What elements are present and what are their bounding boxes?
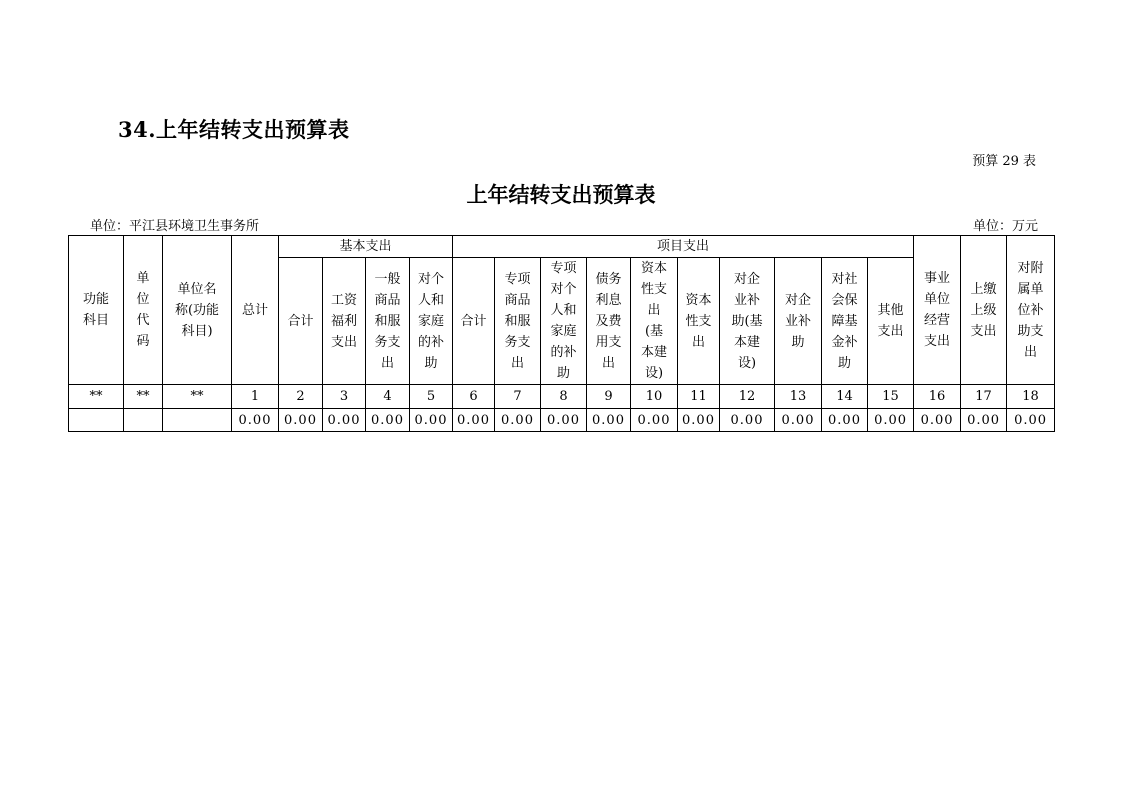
header-project-individual-subsidy: 专项 对个 人和 家庭 的补 助 bbox=[541, 258, 587, 385]
table-cell: 0.00 bbox=[631, 409, 678, 432]
table-cell: 0.00 bbox=[279, 409, 323, 432]
header-project-capital: 资本 性支 出 bbox=[678, 258, 720, 385]
table-cell: 12 bbox=[720, 385, 775, 409]
header-basic-wages: 工资 福利 支出 bbox=[323, 258, 366, 385]
column-number-row bbox=[69, 385, 1055, 409]
table-cell: 11 bbox=[678, 385, 720, 409]
header-basic-total: 合计 bbox=[279, 258, 323, 385]
table-cell: 0.00 bbox=[410, 409, 453, 432]
section-title: 34.上年结转支出预算表 bbox=[118, 117, 350, 142]
table-cell: 9 bbox=[587, 385, 631, 409]
table-cell: 3 bbox=[323, 385, 366, 409]
table-cell: 0.00 bbox=[587, 409, 631, 432]
table-cell: 0.00 bbox=[323, 409, 366, 432]
table-cell: ** bbox=[163, 385, 232, 409]
table-cell: 1 bbox=[232, 385, 279, 409]
table-cell: 0.00 bbox=[720, 409, 775, 432]
table-cell: 6 bbox=[453, 385, 495, 409]
table-cell: ** bbox=[124, 385, 163, 409]
header-affiliated-subsidy: 对附 属单 位补 助支 出 bbox=[1007, 236, 1055, 385]
table-cell: 2 bbox=[279, 385, 323, 409]
unit-name-label: 单位：平江县环境卫生事务所 bbox=[90, 219, 260, 234]
table-cell: 0.00 bbox=[453, 409, 495, 432]
table-cell: 10 bbox=[631, 385, 678, 409]
header-project-group: 项目支出 bbox=[453, 236, 914, 258]
table-cell bbox=[69, 409, 124, 432]
table-cell: 14 bbox=[822, 385, 868, 409]
currency-unit-label: 单位：万元 bbox=[972, 219, 1038, 234]
table-cell: 0.00 bbox=[366, 409, 410, 432]
value-row bbox=[69, 409, 1055, 432]
header-func-subject: 功能 科目 bbox=[69, 236, 124, 385]
table-title: 上年结转支出预算表 bbox=[466, 182, 656, 207]
table-cell: 0.00 bbox=[232, 409, 279, 432]
table-cell: 0.00 bbox=[822, 409, 868, 432]
table-cell: 0.00 bbox=[541, 409, 587, 432]
table-cell: 7 bbox=[495, 385, 541, 409]
table-cell: 17 bbox=[961, 385, 1007, 409]
header-project-total: 合计 bbox=[453, 258, 495, 385]
header-project-other: 其他 支出 bbox=[868, 258, 914, 385]
table-cell: 0.00 bbox=[914, 409, 961, 432]
header-basic-group: 基本支出 bbox=[279, 236, 453, 258]
header-project-debt-interest: 债务 利息 及费 用支 出 bbox=[587, 258, 631, 385]
table-cell: 4 bbox=[366, 385, 410, 409]
table-cell: 13 bbox=[775, 385, 822, 409]
table-cell: 0.00 bbox=[775, 409, 822, 432]
table-cell bbox=[163, 409, 232, 432]
header-upper-payment: 上缴 上级 支出 bbox=[961, 236, 1007, 385]
table-cell bbox=[124, 409, 163, 432]
form-number: 预算 29 表 bbox=[972, 154, 1036, 169]
header-project-goods-services: 专项 商品 和服 务支 出 bbox=[495, 258, 541, 385]
table-cell: 0.00 bbox=[868, 409, 914, 432]
header-unit-code: 单 位 代 码 bbox=[124, 236, 163, 385]
table-cell: 0.00 bbox=[678, 409, 720, 432]
budget-table bbox=[68, 235, 1055, 432]
header-unit-name: 单位名 称(功能 科目) bbox=[163, 236, 232, 385]
table-cell: 0.00 bbox=[495, 409, 541, 432]
table-cell: 0.00 bbox=[1007, 409, 1055, 432]
header-project-capital-construction: 资本 性支 出 (基 本建 设) bbox=[631, 258, 678, 385]
table-cell: 5 bbox=[410, 385, 453, 409]
table-cell: ** bbox=[69, 385, 124, 409]
table-cell: 18 bbox=[1007, 385, 1055, 409]
table-cell: 8 bbox=[541, 385, 587, 409]
table-cell: 0.00 bbox=[961, 409, 1007, 432]
header-business-expense: 事业 单位 经营 支出 bbox=[914, 236, 961, 385]
header-total: 总计 bbox=[232, 236, 279, 385]
header-project-social-security-subsidy: 对社 会保 障基 金补 助 bbox=[822, 258, 868, 385]
table-cell: 15 bbox=[868, 385, 914, 409]
header-basic-goods-services: 一般 商品 和服 务支 出 bbox=[366, 258, 410, 385]
table-cell: 16 bbox=[914, 385, 961, 409]
header-basic-individual-subsidy: 对个 人和 家庭 的补 助 bbox=[410, 258, 453, 385]
header-project-enterprise-subsidy-construction: 对企 业补 助(基 本建 设) bbox=[720, 258, 775, 385]
header-project-enterprise-subsidy: 对企 业补 助 bbox=[775, 258, 822, 385]
